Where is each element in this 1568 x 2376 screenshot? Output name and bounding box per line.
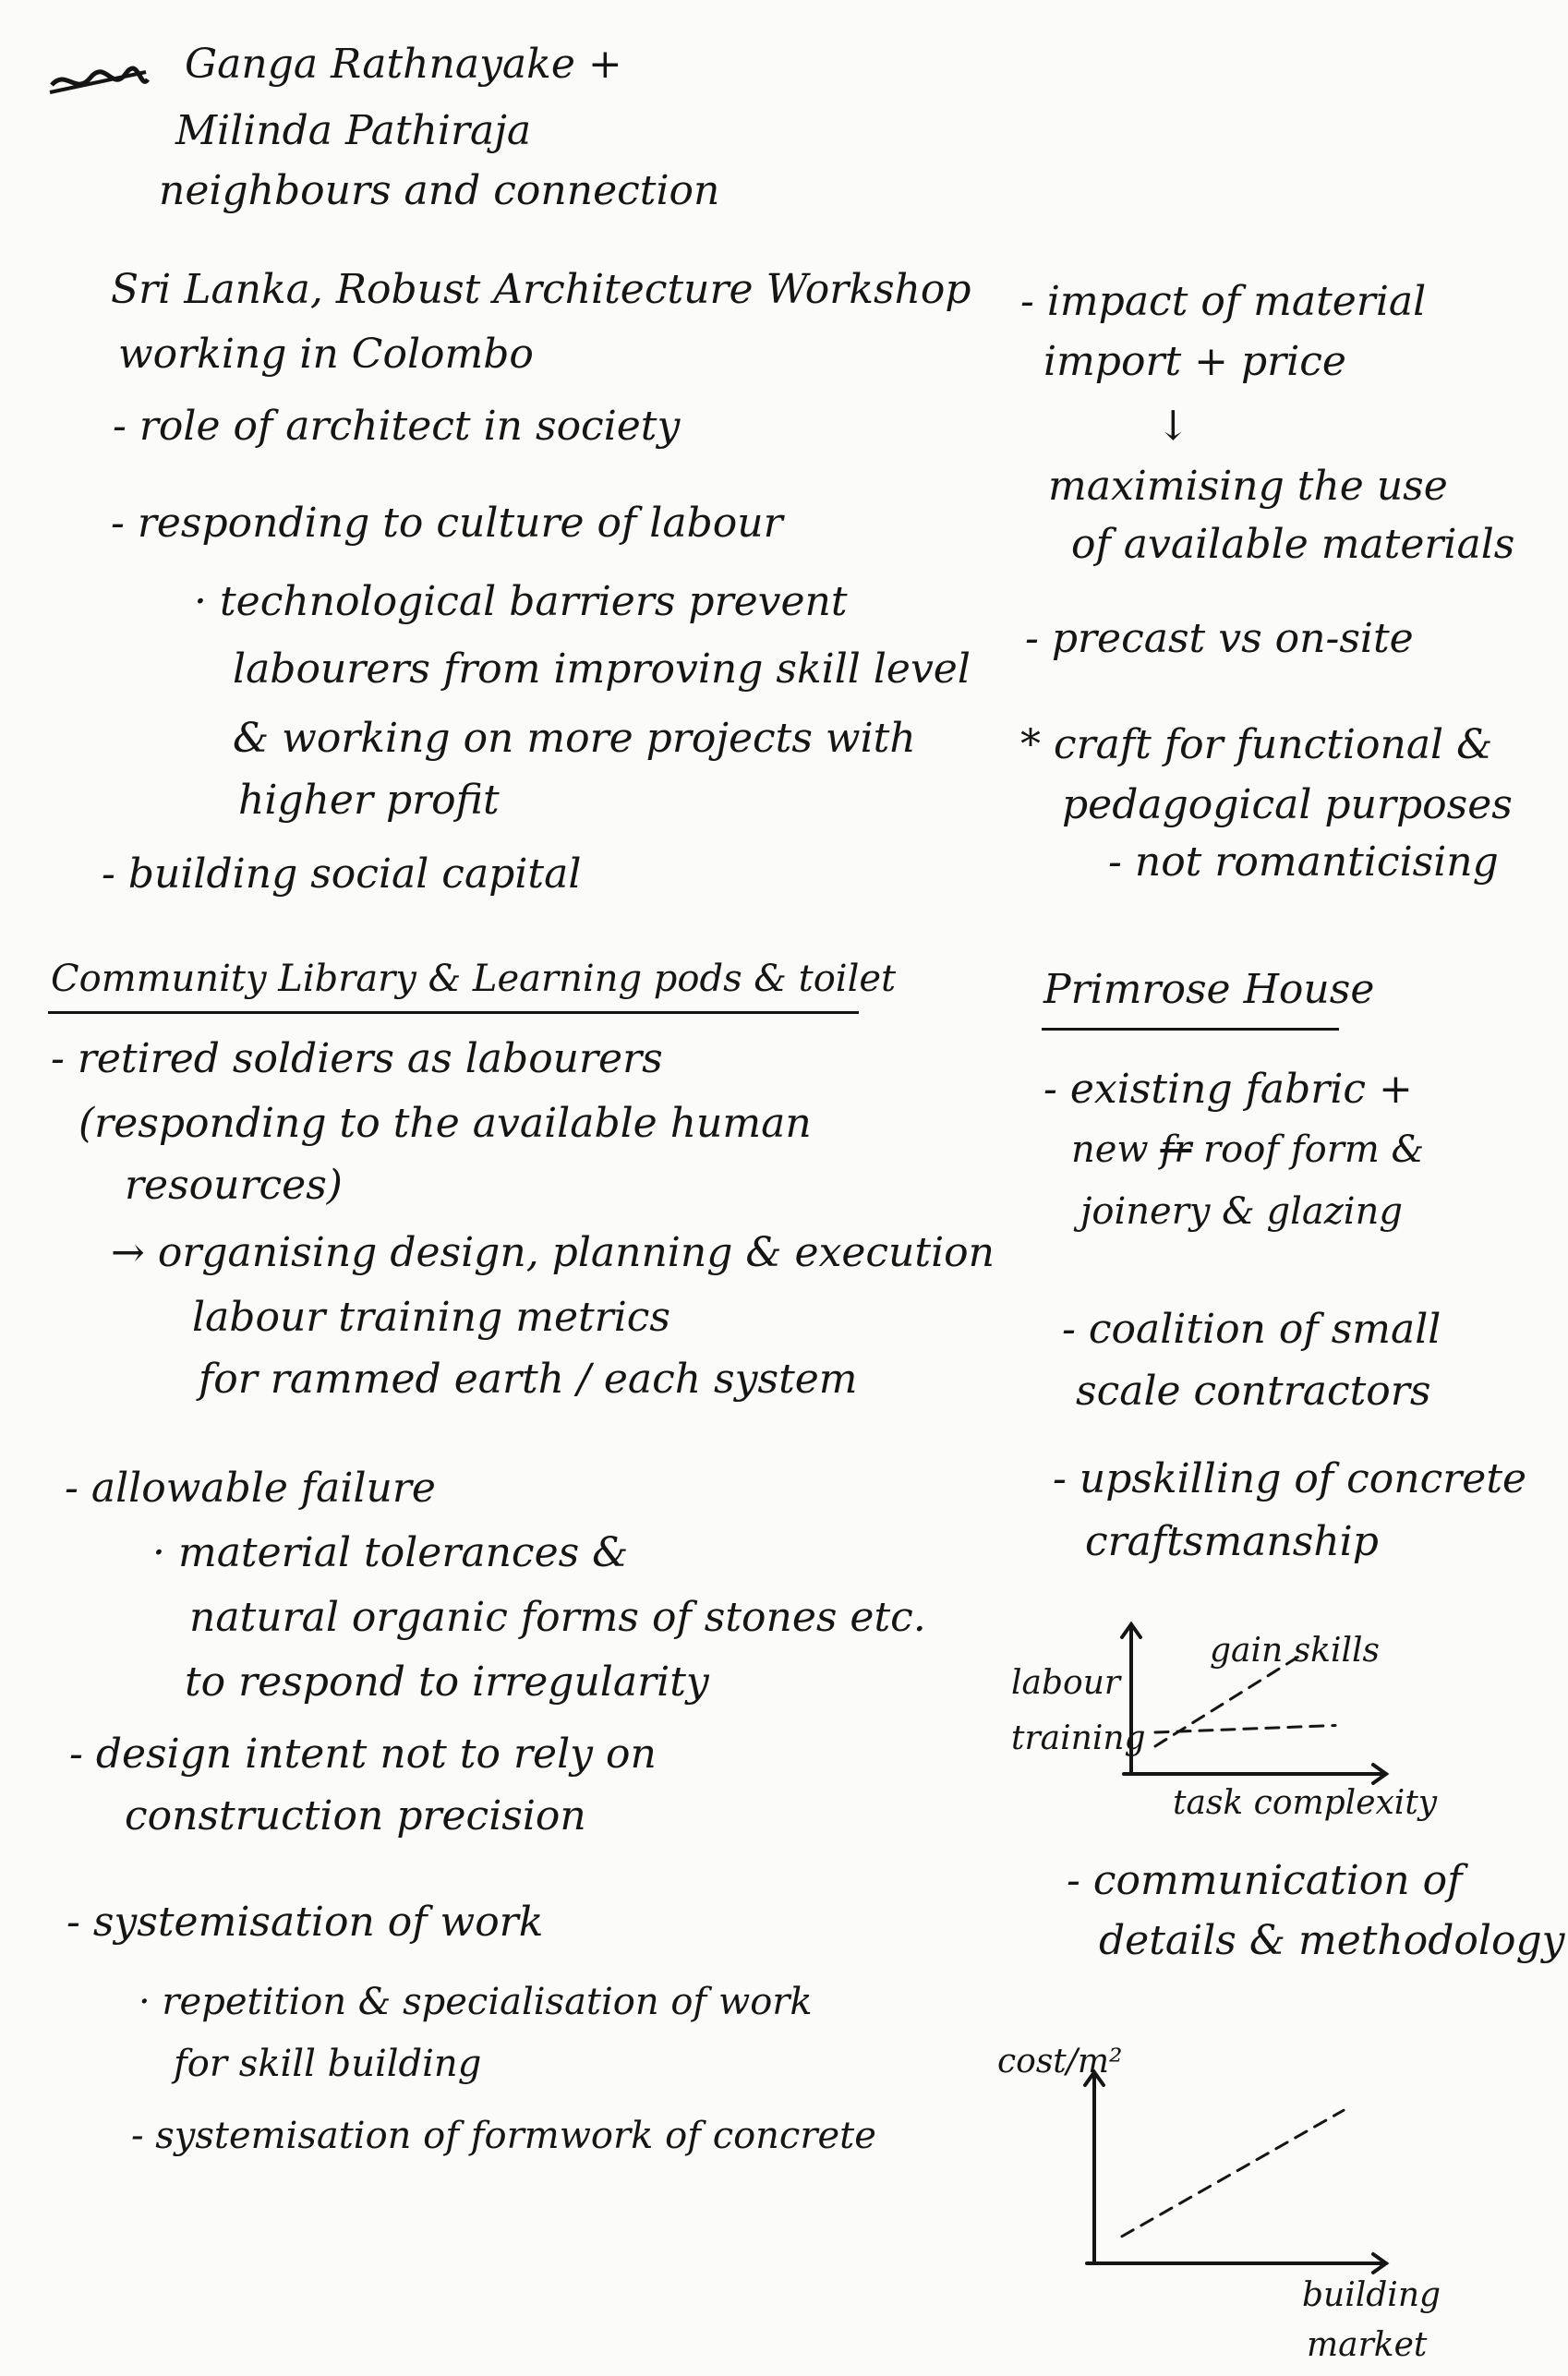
design-intent-line-1: - design intent not to rely on <box>69 1731 657 1778</box>
impact-line-2: import + price <box>1043 338 1346 385</box>
chart1-xlabel: task complexity <box>1173 1784 1438 1822</box>
chart1-annotation: gain skills <box>1210 1632 1380 1670</box>
header-line-1: Ganga Rathnayake + <box>185 41 622 88</box>
upskilling-line-2: craftsmanship <box>1085 1518 1379 1565</box>
repetition-line-1: · repetition & specialisation of work <box>139 1981 813 2023</box>
allowable-failure: - allowable failure <box>65 1465 436 1512</box>
primrose-heading-underline <box>1042 1028 1339 1031</box>
chart2-svg <box>1076 2068 1390 2276</box>
intro-line-1: Sri Lanka, Robust Architecture Workshop <box>111 266 971 313</box>
craft-line-2: pedagogical purposes <box>1062 781 1513 828</box>
role-of-architect: - role of architect in society <box>113 403 681 450</box>
culture-of-labour: - responding to culture of labour <box>111 500 783 547</box>
formwork-line: - systemisation of formwork of concrete <box>131 2115 876 2157</box>
systemisation-of-work: - systemisation of work <box>66 1899 544 1946</box>
header-line-3: neighbours and connection <box>159 167 720 214</box>
upskilling-line-1: - upskilling of concrete <box>1053 1455 1527 1502</box>
impact-line-1: - impact of material <box>1020 278 1427 325</box>
soldiers-line-3: resources) <box>125 1162 343 1209</box>
design-intent-line-2: construction precision <box>125 1792 586 1839</box>
maximising-line-1: maximising the use <box>1048 463 1448 510</box>
fabric-new: new <box>1071 1128 1149 1171</box>
coalition-line-1: - coalition of small <box>1062 1306 1441 1353</box>
fabric-line-1: - existing fabric + <box>1043 1066 1413 1113</box>
communication-line-1: - communication of <box>1067 1857 1463 1904</box>
fabric-roof: roof form & <box>1203 1128 1425 1171</box>
library-heading: Community Library & Learning pods & toilet <box>51 958 897 1000</box>
tolerances-line-1: · material tolerances & <box>152 1529 629 1576</box>
fabric-line-2 <box>1071 1128 1425 1171</box>
down-arrow: ↓ <box>1156 403 1190 450</box>
social-capital: - building social capital <box>102 850 582 898</box>
intro-line-2: working in Colombo <box>118 331 534 378</box>
organising-line-1: → organising design, planning & execution <box>111 1229 995 1276</box>
craft-line-1: * craft for functional & <box>1020 721 1493 768</box>
soldiers-line-2: (responding to the available human <box>78 1100 812 1147</box>
repetition-line-2: for skill building <box>174 2043 482 2085</box>
barriers-line-2: labourers from improving skill level <box>233 645 971 693</box>
library-heading-underline <box>48 1011 859 1014</box>
organising-line-2: labour training metrics <box>192 1294 671 1341</box>
barriers-line-1: · technological barriers prevent <box>194 578 848 625</box>
fabric-line-3: joinery & glazing <box>1080 1190 1403 1233</box>
coalition-line-2: scale contractors <box>1076 1368 1431 1415</box>
chart1-ylabel-line-2: training <box>1011 1719 1146 1757</box>
fabric-struck: fr <box>1160 1128 1192 1171</box>
precast-vs-onsite: - precast vs on-site <box>1025 615 1414 662</box>
tolerances-line-3: to respond to irregularity <box>185 1658 709 1706</box>
chart1-svg <box>1113 1621 1390 1787</box>
communication-line-2: details & methodology <box>1099 1917 1565 1964</box>
soldiers-line-1: - retired soldiers as labourers <box>51 1035 663 1082</box>
chart2-ylabel: cost/m² <box>997 2043 1123 2081</box>
craft-line-3: - not romanticising <box>1108 838 1499 886</box>
tolerances-line-2: natural organic forms of stones etc. <box>189 1594 926 1641</box>
organising-line-3: for rammed earth / each system <box>199 1356 858 1403</box>
header-line-2: Milinda Pathiraja <box>175 107 532 154</box>
chart1-ylabel-line-1: labour <box>1011 1664 1121 1702</box>
chart2-xlabel-line-2: market <box>1307 2326 1428 2364</box>
barriers-line-4: higher profit <box>238 777 500 824</box>
maximising-line-2: of available materials <box>1071 521 1515 568</box>
chart2-series-trend <box>1122 2110 1344 2237</box>
barriers-line-3: & working on more projects with <box>233 715 916 762</box>
chart2-xlabel-line-1: building <box>1302 2276 1441 2314</box>
struck-word-scribble <box>48 65 150 100</box>
primrose-heading: Primrose House <box>1043 966 1375 1013</box>
